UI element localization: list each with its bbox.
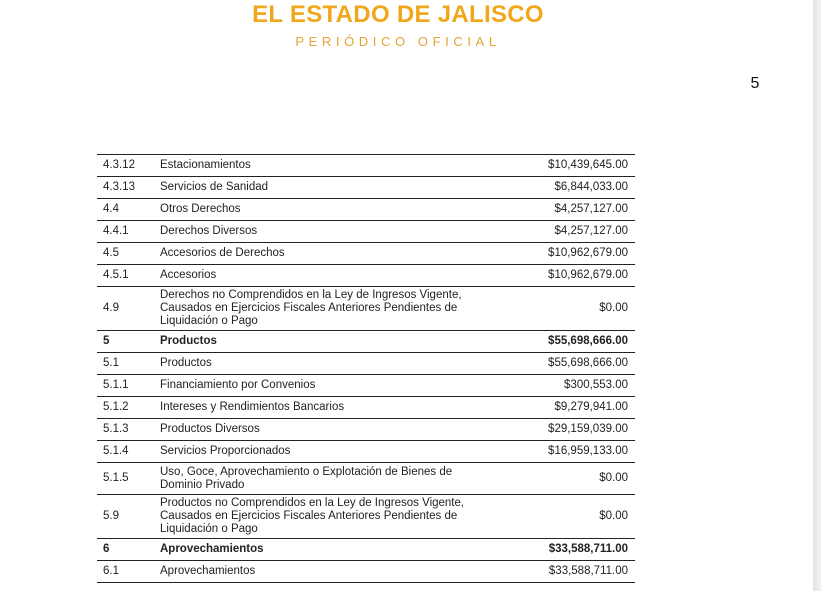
row-description: Productos [160, 331, 515, 353]
newspaper-subtitle: PERIÓDICO OFICIAL [295, 34, 501, 49]
table-row [97, 463, 635, 495]
row-code: 5 [97, 331, 160, 353]
row-code: 5.1.4 [97, 441, 160, 463]
row-description: Productos [160, 353, 515, 375]
row-description: Accesorios de Derechos [160, 243, 515, 265]
row-description [160, 495, 515, 539]
table-row [97, 561, 635, 583]
table-row [97, 353, 635, 375]
row-code: 4.3.13 [97, 177, 160, 199]
table-row [97, 419, 635, 441]
description-line: Derechos no Comprendidos en la Ley de Ingresos Vigente, [160, 289, 462, 301]
row-description [160, 287, 515, 331]
row-code: 4.5 [97, 243, 160, 265]
description-line: Causados en Ejercicios Fiscales Anteriores Pendientes de [160, 302, 458, 314]
row-description: Derechos Diversos [160, 221, 515, 243]
row-code: 5.1.5 [97, 463, 160, 495]
row-description [160, 463, 515, 495]
table-row [97, 375, 635, 397]
row-description: Servicios Proporcionados [160, 441, 515, 463]
table-row [97, 441, 635, 463]
table-row [97, 331, 635, 353]
row-amount: $0.00 [515, 287, 635, 331]
row-amount: $55,698,666.00 [515, 353, 635, 375]
table-row [97, 199, 635, 221]
description-line: Liquidación o Pago [160, 315, 258, 327]
row-code: 4.5.1 [97, 265, 160, 287]
row-code: 5.1.3 [97, 419, 160, 441]
table-row [97, 539, 635, 561]
row-code: 6.1 [97, 561, 160, 583]
row-amount: $33,588,711.00 [515, 539, 635, 561]
row-code: 5.1.2 [97, 397, 160, 419]
description-line: Causados en Ejercicios Fiscales Anteriores Pendientes de [160, 510, 458, 522]
table-row [97, 287, 635, 331]
row-code: 5.9 [97, 495, 160, 539]
row-amount: $16,959,133.00 [515, 441, 635, 463]
row-amount: $10,439,645.00 [515, 155, 635, 177]
table-row [97, 495, 635, 539]
row-amount: $0.00 [515, 463, 635, 495]
row-amount: $10,962,679.00 [515, 265, 635, 287]
table-row [97, 155, 635, 177]
table-row [97, 397, 635, 419]
row-description: Estacionamientos [160, 155, 515, 177]
description-line: Dominio Privado [160, 478, 245, 491]
newspaper-title: EL ESTADO DE JALISCO [252, 1, 544, 28]
table-row [97, 221, 635, 243]
description-line: Liquidación o Pago [160, 523, 258, 535]
row-amount: $10,962,679.00 [515, 243, 635, 265]
row-amount: $9,279,941.00 [515, 397, 635, 419]
row-amount: $300,553.00 [515, 375, 635, 397]
row-description: Accesorios [160, 265, 515, 287]
row-amount: $33,588,711.00 [515, 561, 635, 583]
row-description: Servicios de Sanidad [160, 177, 515, 199]
row-code: 4.9 [97, 287, 160, 331]
page-edge-shadow [813, 0, 821, 591]
revenue-table [97, 154, 635, 583]
table-row [97, 243, 635, 265]
description-line: Uso, Goce, Aprovechamiento o Explotación de Bienes de [160, 465, 453, 478]
row-code: 5.1.1 [97, 375, 160, 397]
row-description: Otros Derechos [160, 199, 515, 221]
row-description: Aprovechamientos [160, 539, 515, 561]
description-line: Productos no Comprendidos en la Ley de Ingresos Vigente, [160, 497, 465, 509]
row-description: Intereses y Rendimientos Bancarios [160, 397, 515, 419]
table-row [97, 265, 635, 287]
row-amount: $6,844,033.00 [515, 177, 635, 199]
row-code: 4.4 [97, 199, 160, 221]
table-row [97, 177, 635, 199]
row-code: 4.3.12 [97, 155, 160, 177]
row-code: 6 [97, 539, 160, 561]
row-code: 5.1 [97, 353, 160, 375]
row-amount: $0.00 [515, 495, 635, 539]
row-amount: $4,257,127.00 [515, 221, 635, 243]
row-description: Aprovechamientos [160, 561, 515, 583]
page-number: 5 [750, 75, 760, 92]
row-amount: $4,257,127.00 [515, 199, 635, 221]
row-description: Productos Diversos [160, 419, 515, 441]
row-code: 4.4.1 [97, 221, 160, 243]
row-amount: $55,698,666.00 [515, 331, 635, 353]
row-description: Financiamiento por Convenios [160, 375, 515, 397]
row-amount: $29,159,039.00 [515, 419, 635, 441]
